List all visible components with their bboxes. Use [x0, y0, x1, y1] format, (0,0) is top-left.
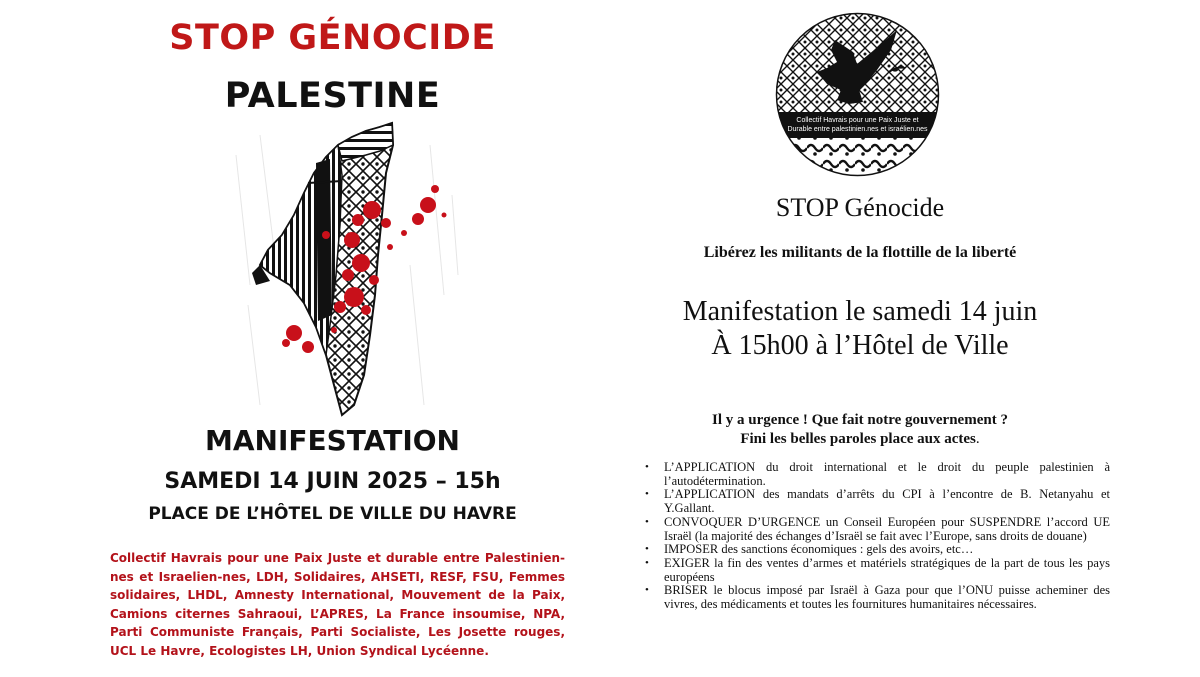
right-title: STOP Génocide: [775, 193, 945, 222]
list-item: [638, 516, 1110, 543]
flyer-subtitle: PALESTINE: [224, 76, 441, 116]
demand-text: un Conseil Européen pour SUSPENDRE l’accord UE Israël (la majorité des échanges d’Israël se fait avec l’Europe, sans droits de douane): [664, 514, 1110, 543]
demand-keyword: BRISER: [664, 583, 708, 598]
list-item: [638, 543, 1110, 557]
demand-keyword: CONVOQUER D’URGENCE: [664, 514, 821, 529]
flyer-title: STOP GÉNOCIDE: [169, 18, 496, 58]
demand-keyword: L’APPLICATION: [664, 460, 756, 474]
event-date: SAMEDI 14 JUIN 2025 – 15h: [164, 469, 501, 494]
list-item: [638, 488, 1110, 515]
demand-keyword: L’APPLICATION: [664, 487, 756, 502]
organizations-list: Collectif Havrais pour une Paix Juste et durable entre Palestinien-nes et Israelien-nes, LDH, Solidaires, AHSETI, RESF, FSU, Femmes solidaires, LHDL, Amnesty International, Mouvement de la Paix, Camions citernes Sahraoui, L’APRES, La France insoumise, NPA, Parti Communiste Français, Parti Socialiste, Les Josette rouges, UCL Le Havre, Ecologistes LH, Union Syndical Lycéenne.: [110, 551, 565, 658]
event-announcement: [620, 295, 1100, 363]
urgency-line-2-wrapper: [620, 430, 1100, 449]
demands-list: [638, 461, 1110, 612]
palestine-map-illustration: [230, 115, 460, 420]
logo-text-line1: Collectif Havrais pour une Paix Juste et: [796, 117, 919, 124]
list-item: [638, 461, 1110, 488]
list-item: [638, 557, 1110, 584]
event-line-2: À 15h00 à l’Hôtel de Ville: [711, 330, 1009, 361]
demand-text: du droit international et le droit du peuple palestinien à l’autodétermination.: [664, 460, 1110, 488]
event-line-1: Manifestation le samedi 14 juin: [682, 296, 1038, 327]
manifestation-heading: MANIFESTATION: [205, 424, 460, 457]
urgency-block: [620, 411, 1100, 449]
demand-text: le blocus imposé par Israël à Gaza pour que l’ONU puisse acheminer des vivres, des médicaments et toutes les fournitures humanitaires nécessaires.: [664, 583, 1110, 612]
urgency-line-1: Il y a urgence ! Que fait notre gouvernement ?: [712, 412, 1008, 428]
list-item: [638, 584, 1110, 611]
urgency-line-2-end: .: [975, 431, 980, 447]
urgency-line-2: Fini les belles paroles place aux actes: [740, 431, 976, 447]
logo-text-line2: Durable entre palestinien.nes et israélien.nes: [787, 126, 928, 133]
flotilla-subtitle: Libérez les militants de la flottille de la liberté: [703, 244, 1017, 261]
demand-text: des sanctions économiques : gels des avoirs, etc…: [718, 542, 974, 557]
dove-keffiyeh-logo: [775, 12, 940, 177]
demand-text: des mandats d’arrêts du CPI à l’encontre de B. Netanyahu et Y.Gallant.: [664, 487, 1110, 516]
right-flyer: [620, 0, 1200, 677]
demand-keyword: EXIGER: [664, 555, 710, 570]
demand-keyword: IMPOSER: [664, 542, 719, 557]
event-place: PLACE DE L’HÔTEL DE VILLE DU HAVRE: [148, 504, 517, 524]
demand-text: la fin des ventes d’armes et matériels stratégiques de la part de tous les pays européens: [664, 555, 1110, 584]
